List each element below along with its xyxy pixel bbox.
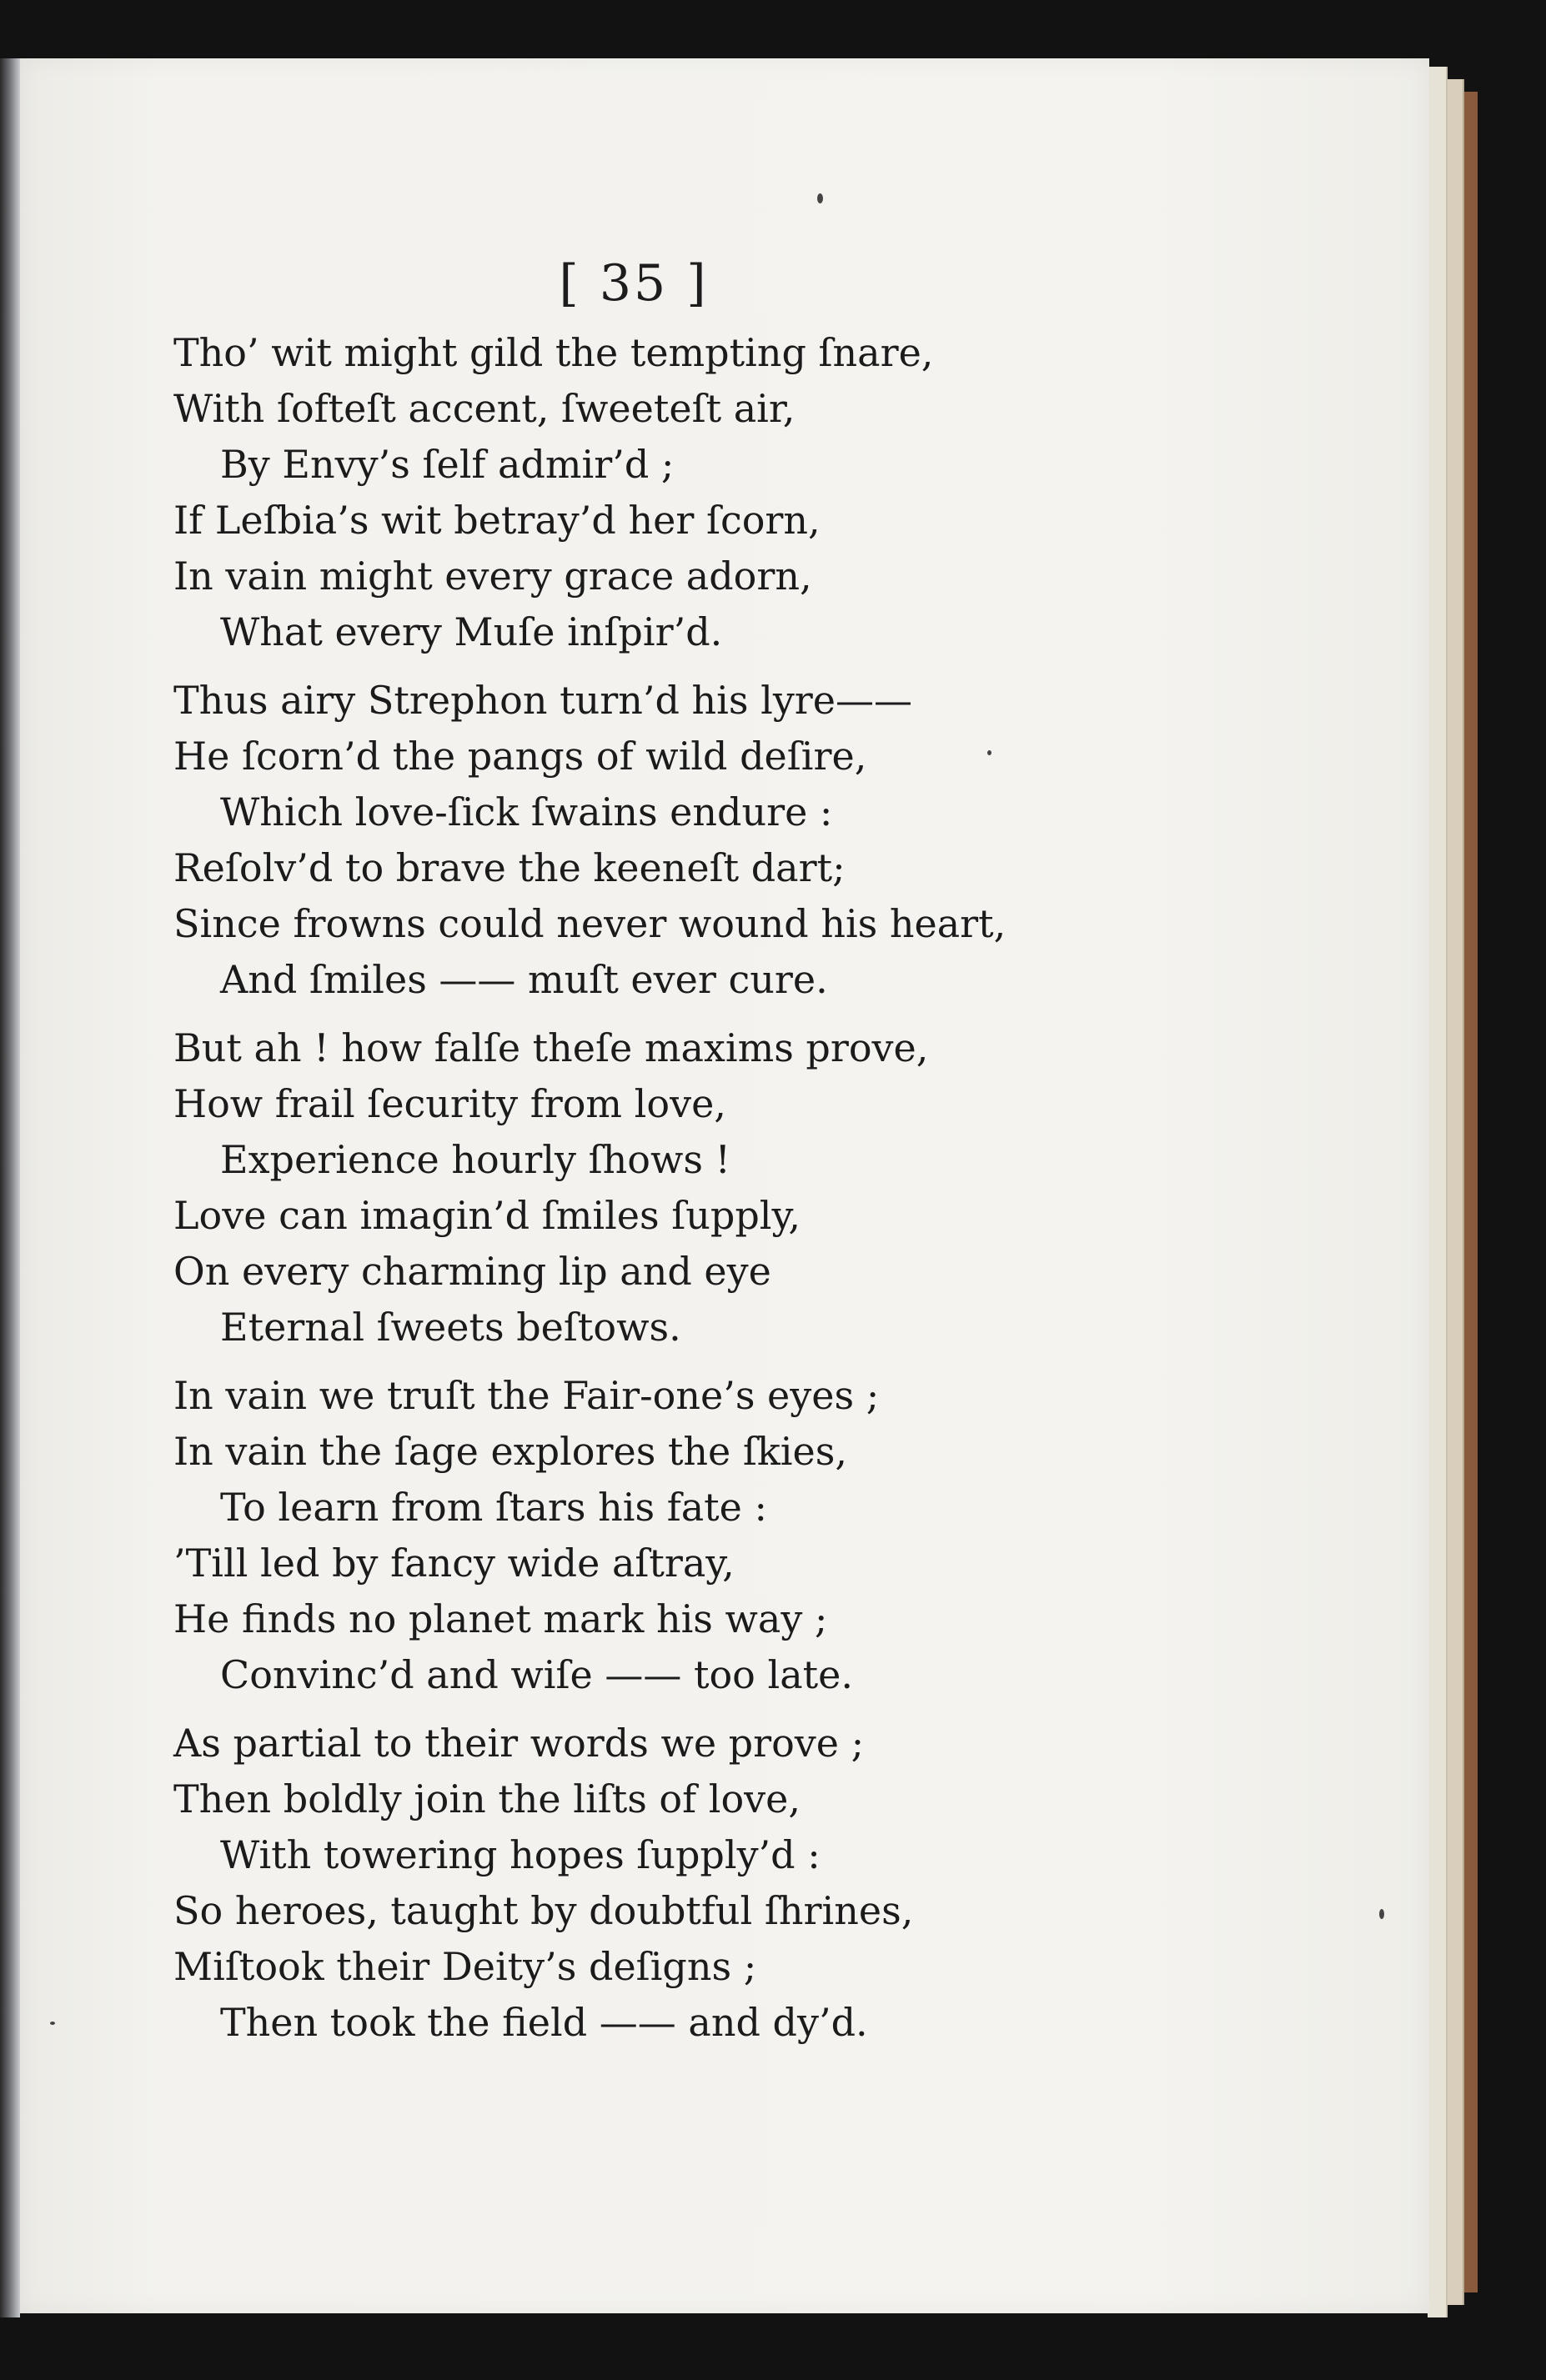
poem-line: He finds no planet mark his way ; (173, 1596, 828, 1641)
ink-speck (817, 193, 823, 203)
stanza (173, 1020, 1257, 1355)
poem-line: Tho’ wit might gild the tempting ſnare, (173, 330, 934, 375)
poem-line: As partial to their words we prove ; (173, 1721, 865, 1766)
poem-line: He ſcorn’d the pangs of wild deſire, (173, 734, 867, 779)
stanza (173, 1716, 1257, 2051)
poem-line: If Leſbia’s wit betray’d her ſcorn, (173, 498, 821, 543)
poem-line: Love can imagin’d ſmiles ſupply, (173, 1193, 801, 1238)
page-number: [ 35 ] (559, 254, 709, 313)
poem-line: ’Till led by fancy wide aſtray, (173, 1541, 735, 1586)
poem-line: Experience hourly ſhows ! (220, 1137, 731, 1182)
poem-line: Thus airy Strephon turn’d his lyre—— (173, 678, 913, 723)
poem-line: To learn from ſtars his fate : (220, 1485, 767, 1530)
poem-line: Which love-ſick ſwains endure : (220, 789, 833, 834)
poem-line: Then took the field —— and dy’d. (220, 2000, 868, 2045)
ink-speck (1379, 1909, 1384, 1919)
poem-line: And ſmiles —— muſt ever cure. (220, 957, 828, 1002)
page-stack-edge (1448, 79, 1464, 2305)
poem-line: Eternal ſweets beſtows. (220, 1305, 681, 1350)
page-stack-edge (1428, 67, 1448, 2317)
poem-line: Convinc’d and wiſe —— too late. (220, 1652, 853, 1697)
facing-page-edge (0, 58, 20, 2317)
poem-line: By Envy’s ſelf admir’d ; (220, 442, 675, 487)
poem-line: Reſolv’d to brave the keeneſt dart; (173, 845, 846, 890)
stanza (173, 1368, 1257, 1703)
stanza (173, 325, 1257, 660)
poem-body (173, 325, 1257, 2063)
poem-line: What every Muſe inſpir’d. (220, 609, 723, 654)
poem-line: In vain the ſage explores the ſkies, (173, 1429, 847, 1474)
poem-line: In vain might every grace adorn, (173, 554, 812, 599)
poem-line: With towering hopes ſupply’d : (220, 1832, 821, 1877)
poem-line: Miſtook their Deity’s deſigns ; (173, 1944, 757, 1989)
poem-line: On every charming lip and eye (173, 1249, 771, 1294)
poem-line: With ſofteſt accent, ſweeteſt air, (173, 386, 796, 431)
poem-line: Then boldly join the liſts of love, (173, 1776, 801, 1821)
poem-line: But ah ! how falſe theſe maxims prove, (173, 1025, 929, 1070)
poem-line: How frail ſecurity from love, (173, 1081, 726, 1126)
binding-edge (1464, 92, 1478, 2292)
ink-speck (50, 2022, 55, 2025)
stanza (173, 673, 1257, 1008)
poem-line: Since frowns could never wound his heart, (173, 901, 1006, 946)
poem-line: So heroes, taught by doubtful ſhrines, (173, 1888, 914, 1933)
poem-line: In vain we truſt the Fair-one’s eyes ; (173, 1373, 880, 1418)
